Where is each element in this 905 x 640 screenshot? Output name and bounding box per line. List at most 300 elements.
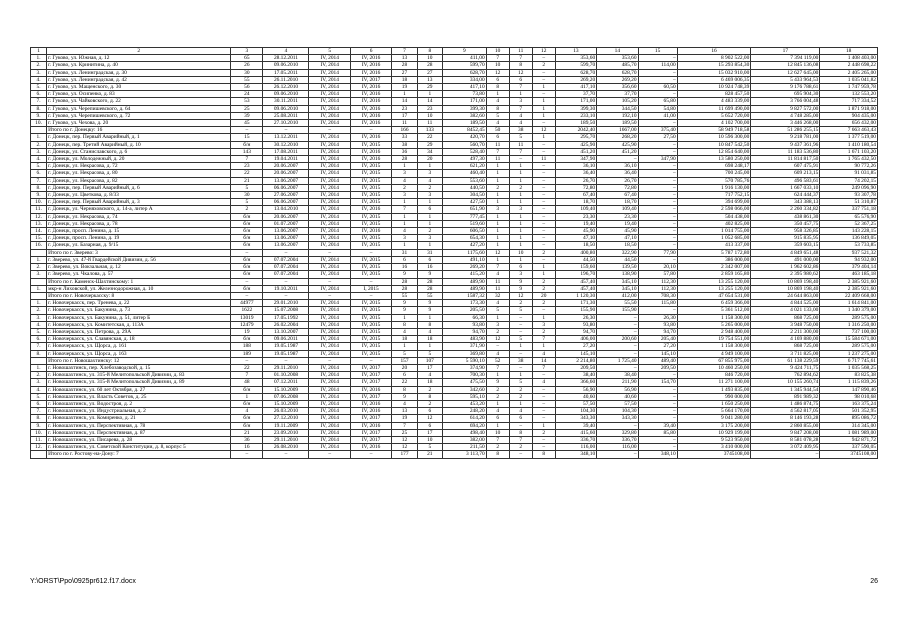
- table-cell: 147 890,46: [820, 386, 878, 393]
- table-cell: 1 493 835,00: [677, 386, 751, 393]
- table-cell: 17.08.2011: [263, 148, 309, 155]
- table-cell: 10 596 300,00: [677, 134, 751, 141]
- table-cell: 337 590,05: [820, 444, 878, 451]
- table-cell: 09.06.2010: [263, 91, 309, 98]
- table-row: [31, 264, 878, 271]
- table-cell: 133: [417, 127, 442, 134]
- table-cell: 57,50: [597, 400, 638, 407]
- table-cell: 20,10: [638, 264, 677, 271]
- table-cell: 1: [392, 213, 417, 220]
- table-cell: –: [509, 321, 532, 328]
- table-cell: 348,10: [638, 451, 677, 458]
- table-cell: IV, 2014: [309, 170, 350, 177]
- table-cell: 9: [392, 307, 417, 314]
- table-row: [31, 62, 878, 69]
- table-cell: 114,00: [638, 62, 677, 69]
- table-cell: –: [638, 148, 677, 155]
- table-cell: 269,20: [597, 76, 638, 83]
- table-cell: 6: [486, 76, 509, 83]
- table-cell: 45: [231, 120, 263, 127]
- table-cell: 345,10: [597, 278, 638, 285]
- table-cell: –: [309, 451, 350, 458]
- column-number: 13: [555, 48, 596, 55]
- table-cell: 2 385 921,60: [820, 285, 878, 292]
- table-cell: –: [638, 393, 677, 400]
- table-body: [31, 55, 878, 458]
- table-cell: IV, 2016: [350, 422, 391, 429]
- table-cell: 1: [417, 220, 442, 227]
- table-cell: 19: [392, 415, 417, 422]
- table-cell: б/н: [231, 242, 263, 249]
- table-cell: 07.07.2004: [263, 264, 309, 271]
- table-cell: 66,30: [442, 314, 486, 321]
- table-cell: 18,50: [597, 242, 638, 249]
- table-cell: –: [350, 292, 391, 299]
- table-cell: –: [509, 451, 532, 458]
- table-row: [31, 429, 878, 436]
- column-number: 16: [677, 48, 751, 55]
- table-cell: 94,70: [555, 328, 596, 335]
- table-cell: 55: [417, 292, 442, 299]
- table-cell: [31, 127, 47, 134]
- address-cell: г. Новочеркасск, ул. Бакунина, д. 73: [47, 307, 231, 314]
- address-cell: г. Гуково, ул. Южная, д. 12: [47, 55, 231, 62]
- table-cell: 29: [417, 84, 442, 91]
- table-cell: IV, 2014: [309, 400, 350, 407]
- table-cell: 6: [486, 134, 509, 141]
- table-cell: б/н: [231, 386, 263, 393]
- table-cell: 30: [231, 69, 263, 76]
- table-cell: IV, 2017: [350, 372, 391, 379]
- table-cell: б/н: [231, 256, 263, 263]
- table-cell: –: [532, 256, 555, 263]
- table-cell: –: [350, 278, 391, 285]
- table-cell: 159,60: [555, 264, 596, 271]
- table-cell: 1: [509, 220, 532, 227]
- table-cell: 4.: [31, 321, 47, 328]
- table-cell: 2 448 698,22: [820, 62, 878, 69]
- table-cell: 560,70: [442, 141, 486, 148]
- table-cell: IV, 2015: [350, 271, 391, 278]
- table-cell: 17.05.2011: [263, 69, 309, 76]
- table-cell: 269,20: [442, 264, 486, 271]
- table-cell: 20.06.2007: [263, 170, 309, 177]
- table-cell: 427,50: [442, 199, 486, 206]
- table-cell: 10: [486, 429, 509, 436]
- table-row: [31, 220, 878, 227]
- table-cell: 189,50: [442, 120, 486, 127]
- table-cell: IV, 2016: [350, 228, 391, 235]
- table-cell: –: [638, 444, 677, 451]
- table-cell: –: [638, 400, 677, 407]
- table-cell: 23,30: [555, 213, 596, 220]
- table-cell: 189: [231, 350, 263, 357]
- table-cell: 23: [231, 163, 263, 170]
- table-cell: 07.07.2004: [263, 271, 309, 278]
- table-cell: 28: [392, 285, 417, 292]
- table-cell: 628,70: [597, 69, 638, 76]
- table-cell: 26,30: [638, 314, 677, 321]
- table-row: [31, 120, 878, 127]
- table-cell: –: [532, 415, 555, 422]
- table-cell: 485,70: [597, 62, 638, 69]
- table-cell: 700 245,00: [677, 170, 751, 177]
- table-cell: 491,10: [442, 256, 486, 263]
- table-cell: 20.06.2007: [263, 163, 309, 170]
- table-cell: 628,70: [442, 69, 486, 76]
- table-cell: 5: [486, 112, 509, 119]
- table-cell: IV, 2014: [309, 379, 350, 386]
- table-cell: 9 041 280,00: [677, 415, 751, 422]
- table-cell: 248,20: [442, 408, 486, 415]
- table-cell: 12 854 640,00: [677, 148, 751, 155]
- table-cell: 26,30: [555, 314, 596, 321]
- table-cell: –: [231, 292, 263, 299]
- table-cell: 475,50: [442, 379, 486, 386]
- table-cell: 375,40: [638, 127, 677, 134]
- table-row: [31, 76, 878, 83]
- table-cell: 1: [509, 400, 532, 407]
- table-cell: 8.: [31, 105, 47, 112]
- table-cell: –: [532, 177, 555, 184]
- table-row: [31, 314, 878, 321]
- table-cell: 1.: [31, 364, 47, 371]
- table-cell: 501 352,95: [820, 408, 878, 415]
- table-cell: 337 751,18: [820, 206, 878, 213]
- table-cell: 353,60: [555, 55, 596, 62]
- table-cell: 4: [417, 328, 442, 335]
- table-cell: 47 654 531,00: [677, 292, 751, 299]
- table-cell: 451,20: [597, 148, 638, 155]
- table-cell: –: [509, 364, 532, 371]
- table-cell: IV, 2014: [309, 328, 350, 335]
- table-cell: 2: [231, 206, 263, 213]
- table-cell: 8: [486, 451, 509, 458]
- table-cell: 7: [486, 148, 509, 155]
- address-cell: Итого по г. Ростову-на-Дону: 7: [47, 451, 231, 458]
- table-cell: 3745108,00: [677, 451, 751, 458]
- table-cell: 27.10.2010: [263, 120, 309, 127]
- table-cell: 17: [392, 112, 417, 119]
- table-cell: 22 409 668,00: [820, 292, 878, 299]
- table-cell: IV, 2014: [309, 62, 350, 69]
- table-row: [31, 372, 878, 379]
- subtotal-row: [31, 357, 878, 364]
- table-row: [31, 112, 878, 119]
- table-cell: 1.: [31, 256, 47, 263]
- table-cell: 1 345 944,54: [751, 386, 820, 393]
- table-cell: 5 433 964,53: [751, 76, 820, 83]
- table-cell: 5 265 000,00: [677, 321, 751, 328]
- table-cell: 25: [231, 105, 263, 112]
- table-cell: 11 699 490,00: [677, 105, 751, 112]
- table-cell: 93,80: [638, 321, 677, 328]
- address-cell: г. Донецк, пер. Первый Аварийный, д. 3: [47, 199, 231, 206]
- table-cell: 1622: [231, 307, 263, 314]
- table-cell: 16.: [31, 242, 47, 249]
- table-cell: 30: [231, 192, 263, 199]
- table-cell: –: [309, 292, 350, 299]
- table-cell: 29.11.2010: [263, 436, 309, 443]
- table-cell: 36,10: [597, 163, 638, 170]
- table-cell: 12: [532, 127, 555, 134]
- table-cell: 15 293 854,30: [677, 62, 751, 69]
- table-cell: 1: [486, 235, 509, 242]
- table-cell: 528,40: [442, 148, 486, 155]
- table-cell: [31, 292, 47, 299]
- table-cell: –: [263, 127, 309, 134]
- table-cell: б/н: [231, 220, 263, 227]
- table-cell: –: [638, 192, 677, 199]
- table-cell: 18: [392, 336, 417, 343]
- table-cell: 1 014 755,00: [677, 228, 751, 235]
- table-cell: 5.: [31, 328, 47, 335]
- table-cell: IV, 2014: [309, 134, 350, 141]
- table-cell: IV, 2016: [350, 98, 391, 105]
- table-cell: 4: [392, 400, 417, 407]
- table-cell: 105,20: [597, 98, 638, 105]
- table-cell: 1 115 839,26: [820, 379, 878, 386]
- table-cell: 26,70: [597, 177, 638, 184]
- table-cell: 8 581 078,28: [751, 436, 820, 443]
- table-row: [31, 400, 878, 407]
- address-cell: г. Гуково, ул. Кринитина, д. 40: [47, 62, 231, 69]
- table-cell: 9: [417, 271, 442, 278]
- table-cell: –: [638, 372, 677, 379]
- address-cell: г. Новочеркасск, ул. Славянская, д. 18: [47, 336, 231, 343]
- address-cell: г. Донецк, ул. Черняховского, д. 14-а, литер А: [47, 206, 231, 213]
- table-cell: 13 580 250,00: [677, 156, 751, 163]
- table-cell: 74 202,15: [820, 177, 878, 184]
- column-number: 12: [532, 48, 555, 55]
- table-row: [31, 213, 878, 220]
- table-cell: 651,90: [442, 206, 486, 213]
- table-cell: 2: [417, 228, 442, 235]
- table-cell: 12.: [31, 213, 47, 220]
- table-cell: 4 849 651,48: [751, 249, 820, 256]
- table-cell: 10.: [31, 120, 47, 127]
- table-cell: 2 948 400,00: [677, 328, 751, 335]
- table-cell: 417,10: [442, 84, 486, 91]
- table-cell: 166: [392, 127, 417, 134]
- table-cell: 4: [486, 350, 509, 357]
- table-cell: 07.07.2004: [263, 256, 309, 263]
- table-cell: –: [263, 451, 309, 458]
- table-cell: 44,50: [555, 256, 596, 263]
- table-cell: 1 377 519,00: [820, 134, 878, 141]
- table-cell: 57,80: [638, 271, 677, 278]
- table-cell: 1: [486, 199, 509, 206]
- table-cell: 379 404,14: [820, 264, 878, 271]
- address-cell: г. Новочеркасск, ул. Щорса, д. 163: [47, 350, 231, 357]
- table-cell: IV, 2014: [309, 148, 350, 155]
- table-cell: 13 255 120,00: [677, 278, 751, 285]
- table-cell: 4: [392, 228, 417, 235]
- table-cell: 154,70: [638, 379, 677, 386]
- table-cell: –: [532, 235, 555, 242]
- table-cell: 38,40: [555, 372, 596, 379]
- table-cell: [31, 451, 47, 458]
- table-cell: 402 825,00: [677, 220, 751, 227]
- table-cell: 3 113,70: [442, 451, 486, 458]
- table-row: [31, 300, 878, 307]
- table-cell: 2: [532, 328, 555, 335]
- table-cell: 104,30: [555, 408, 596, 415]
- table-cell: 11: [486, 156, 509, 163]
- table-cell: 155,90: [555, 307, 596, 314]
- table-cell: IV, 2014: [309, 256, 350, 263]
- table-cell: 9 437 361,96: [751, 141, 820, 148]
- address-cell: г. Новочеркасск, пер. Тренева, д. 22: [47, 300, 231, 307]
- column-number: 1: [31, 48, 47, 55]
- table-row: [31, 177, 878, 184]
- table-cell: IV, 2014: [309, 422, 350, 429]
- table-row: [31, 235, 878, 242]
- table-cell: 57,50: [555, 400, 596, 407]
- resettlement-table: [30, 47, 878, 459]
- table-cell: 4 949 100,00: [677, 350, 751, 357]
- table-cell: 15.10.2009: [263, 400, 309, 407]
- table-cell: 36: [231, 436, 263, 443]
- table-cell: –: [350, 451, 391, 458]
- table-cell: 4: [532, 379, 555, 386]
- address-cell: Итого по г. Новочеркасску: 8: [47, 292, 231, 299]
- table-cell: 27,20: [638, 343, 677, 350]
- table-cell: 2 214,80: [555, 357, 596, 364]
- table-cell: 9: [509, 278, 532, 285]
- table-cell: 11 183 536,80: [751, 148, 820, 155]
- table-cell: –: [532, 170, 555, 177]
- table-cell: 2 211 300,00: [751, 328, 820, 335]
- table-cell: 2 385 921,60: [820, 278, 878, 285]
- table-row: [31, 364, 878, 371]
- table-cell: 09.06.2011: [263, 336, 309, 343]
- table-cell: 695 904,30: [751, 91, 820, 98]
- table-cell: 10: [417, 436, 442, 443]
- table-cell: –: [597, 321, 638, 328]
- table-cell: 19.05.1987: [263, 350, 309, 357]
- column-number: 6: [350, 48, 391, 55]
- table-cell: IV, 2014: [309, 350, 350, 357]
- table-cell: 1: [486, 372, 509, 379]
- table-cell: 11: [486, 285, 509, 292]
- table-row: [31, 321, 878, 328]
- table-cell: 7: [231, 372, 263, 379]
- table-cell: –: [597, 314, 638, 321]
- table-cell: 1: [392, 199, 417, 206]
- table-cell: 4: [532, 350, 555, 357]
- table-cell: 8: [509, 429, 532, 436]
- address-cell: г. Донецк, просп. Ленина, д. 19: [47, 235, 231, 242]
- table-cell: 6.: [31, 91, 47, 98]
- table-cell: 12 627 645,00: [751, 69, 820, 76]
- table-cell: 173,30: [442, 300, 486, 307]
- table-row: [31, 170, 878, 177]
- table-cell: 5 787 172,80: [677, 249, 751, 256]
- table-cell: 7 663 463,43: [820, 127, 878, 134]
- table-cell: 1: [509, 91, 532, 98]
- table-cell: 1: [509, 343, 532, 350]
- table-cell: 15.07.2008: [263, 307, 309, 314]
- table-cell: 737 100,00: [820, 328, 878, 335]
- table-cell: 7: [532, 364, 555, 371]
- table-cell: 27: [417, 69, 442, 76]
- table-cell: 11.: [31, 206, 47, 213]
- table-cell: 1: [417, 199, 442, 206]
- table-cell: 1 408 403,00: [820, 55, 878, 62]
- table-cell: 4 748 285,00: [751, 112, 820, 119]
- table-cell: 2: [392, 184, 417, 191]
- table-cell: 55: [392, 292, 417, 299]
- address-cell: мкр-н Лиховской, ул. Железнодорожная, д. 10: [47, 285, 231, 292]
- table-cell: 11.: [31, 436, 47, 443]
- table-cell: 4: [231, 408, 263, 415]
- table-cell: –: [532, 206, 555, 213]
- table-cell: 4 562 817,05: [751, 408, 820, 415]
- table-cell: 382,60: [442, 112, 486, 119]
- column-number: 3: [231, 48, 263, 55]
- address-cell: г. Гуково, ул. Чайковского, д. 22: [47, 98, 231, 105]
- table-cell: 1 486 874,75: [751, 400, 820, 407]
- table-cell: 457,40: [555, 278, 596, 285]
- table-cell: 12: [486, 249, 509, 256]
- table-cell: 614,20: [442, 415, 486, 422]
- table-cell: 417,10: [555, 84, 596, 91]
- table-cell: 5 361 512,00: [677, 307, 751, 314]
- table-cell: 343,30: [597, 415, 638, 422]
- table-cell: 27.06.2007: [263, 192, 309, 199]
- table-cell: 415,60: [555, 429, 596, 436]
- table-cell: IV, 2014: [309, 242, 350, 249]
- table-cell: 9: [392, 300, 417, 307]
- table-cell: 1 871 918,00: [820, 105, 878, 112]
- table-cell: IV, 2014: [309, 55, 350, 62]
- table-cell: 7.: [31, 343, 47, 350]
- table-cell: 26.02.2004: [263, 321, 309, 328]
- table-cell: 8: [486, 105, 509, 112]
- table-cell: 12: [392, 444, 417, 451]
- address-cell: г. Зверево, ул. Чкалова, д. 57: [47, 271, 231, 278]
- table-cell: 1: [509, 228, 532, 235]
- table-cell: 8.: [31, 184, 47, 191]
- table-cell: 15.: [31, 235, 47, 242]
- table-row: [31, 350, 878, 357]
- table-cell: 2: [417, 184, 442, 191]
- table-cell: IV, 2017: [350, 436, 391, 443]
- table-cell: 1: [417, 314, 442, 321]
- table-cell: 5: [509, 379, 532, 386]
- table-cell: 1: [532, 134, 555, 141]
- table-cell: 1 916 130,00: [677, 184, 751, 191]
- table-cell: IV, 2014: [309, 264, 350, 271]
- table-cell: 26,70: [555, 177, 596, 184]
- table-cell: –: [509, 422, 532, 429]
- table-cell: 31: [392, 249, 417, 256]
- table-cell: 21: [231, 429, 263, 436]
- table-cell: 132 553,20: [820, 91, 878, 98]
- table-cell: 27: [392, 69, 417, 76]
- table-cell: IV, 2014: [309, 105, 350, 112]
- table-cell: 1: [486, 228, 509, 235]
- table-cell: 4: [417, 372, 442, 379]
- table-cell: 3: [509, 98, 532, 105]
- table-cell: 11: [509, 141, 532, 148]
- address-cell: Итого по г. Зверево: 3: [47, 249, 231, 256]
- table-cell: 29: [417, 141, 442, 148]
- table-row: [31, 134, 878, 141]
- address-cell: г. Новошахтинск, ул. Индустриальная, д. 2: [47, 408, 231, 415]
- table-cell: 1 052 685,00: [677, 235, 751, 242]
